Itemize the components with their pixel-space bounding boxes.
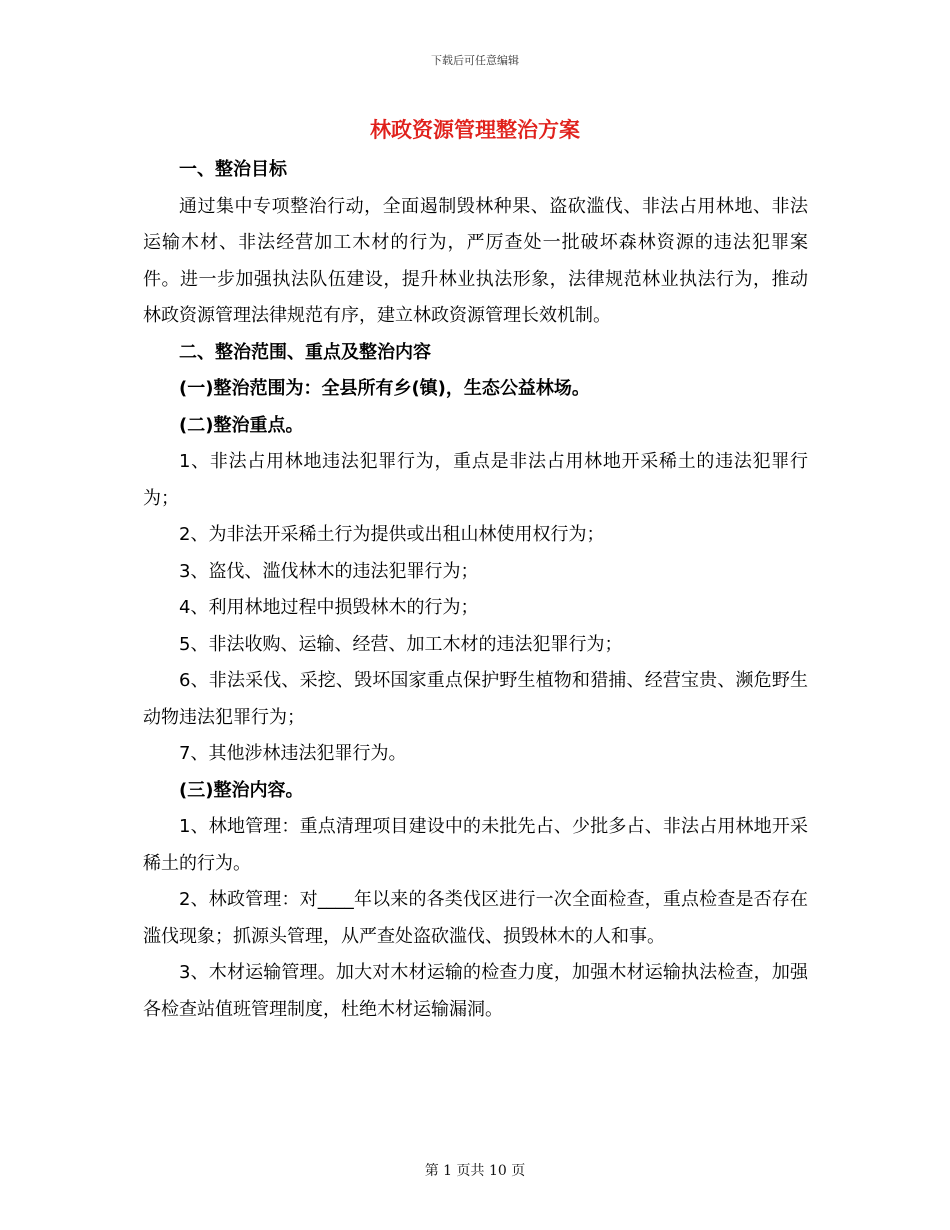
focus-item: 7、其他涉林违法犯罪行为。 [179, 743, 407, 764]
content-item: 1、林地管理：重点清理项目建设中的未批先占、少批多占、非法占用林地开采稀土的行为。 [143, 816, 808, 874]
document-body [143, 152, 808, 1028]
section-1-heading: 一、整治目标 [179, 159, 287, 180]
focus-item: 4、利用林地过程中损毁林木的行为； [179, 597, 479, 618]
focus-item: 1、非法占用林地违法犯罪行为，重点是非法占用林地开采稀土的违法犯罪行为； [143, 451, 808, 509]
section-1-paragraph: 通过集中专项整治行动，全面遏制毁林种果、盗砍滥伐、非法占用林地、非法运输木材、非法经营加工木材的行为，严厉查处一批破坏森林资源的违法犯罪案件。进一步加强执法队伍建设，提升林业执法形象，法律规范林业执法行为，推动林政资源管理法律规范有序，建立林政资源管理长效机制。 [143, 195, 808, 326]
content-item: 2、林政管理：对____年以来的各类伐区进行一次全面检查，重点检查是否存在滥伐现象；抓源头管理，从严查处盗砍滥伐、损毁林木的人和事。 [143, 889, 808, 947]
section-2-scope: (一)整治范围为：全县所有乡(镇)，生态公益林场。 [179, 378, 590, 399]
section-2-content-heading: (三)整治内容。 [179, 779, 304, 801]
section-2-focus-heading: (二)整治重点。 [179, 414, 304, 436]
page-number: 第 1 页共 10 页 [424, 1163, 526, 1179]
focus-item: 2、为非法开采稀土行为提供或出租山林使用权行为； [179, 524, 605, 545]
section-2-heading: 二、整治范围、重点及整治内容 [179, 341, 431, 363]
focus-item: 5、非法收购、运输、经营、加工木材的违法犯罪行为； [179, 633, 623, 655]
focus-item: 6、非法采伐、采挖、毁坏国家重点保护野生植物和猎捕、经营宝贵、濒危野生动物违法犯罪行为； [143, 670, 808, 728]
focus-item: 3、盗伐、滥伐林木的违法犯罪行为； [179, 560, 479, 582]
document-title: 林政资源管理整治方案 [370, 118, 580, 142]
page-header-note: 下载后可任意编辑 [431, 54, 519, 67]
content-item: 3、木材运输管理。加大对木材运输的检查力度，加强木材运输执法检查，加强各检查站值班管理制度，杜绝木材运输漏洞。 [143, 962, 808, 1020]
